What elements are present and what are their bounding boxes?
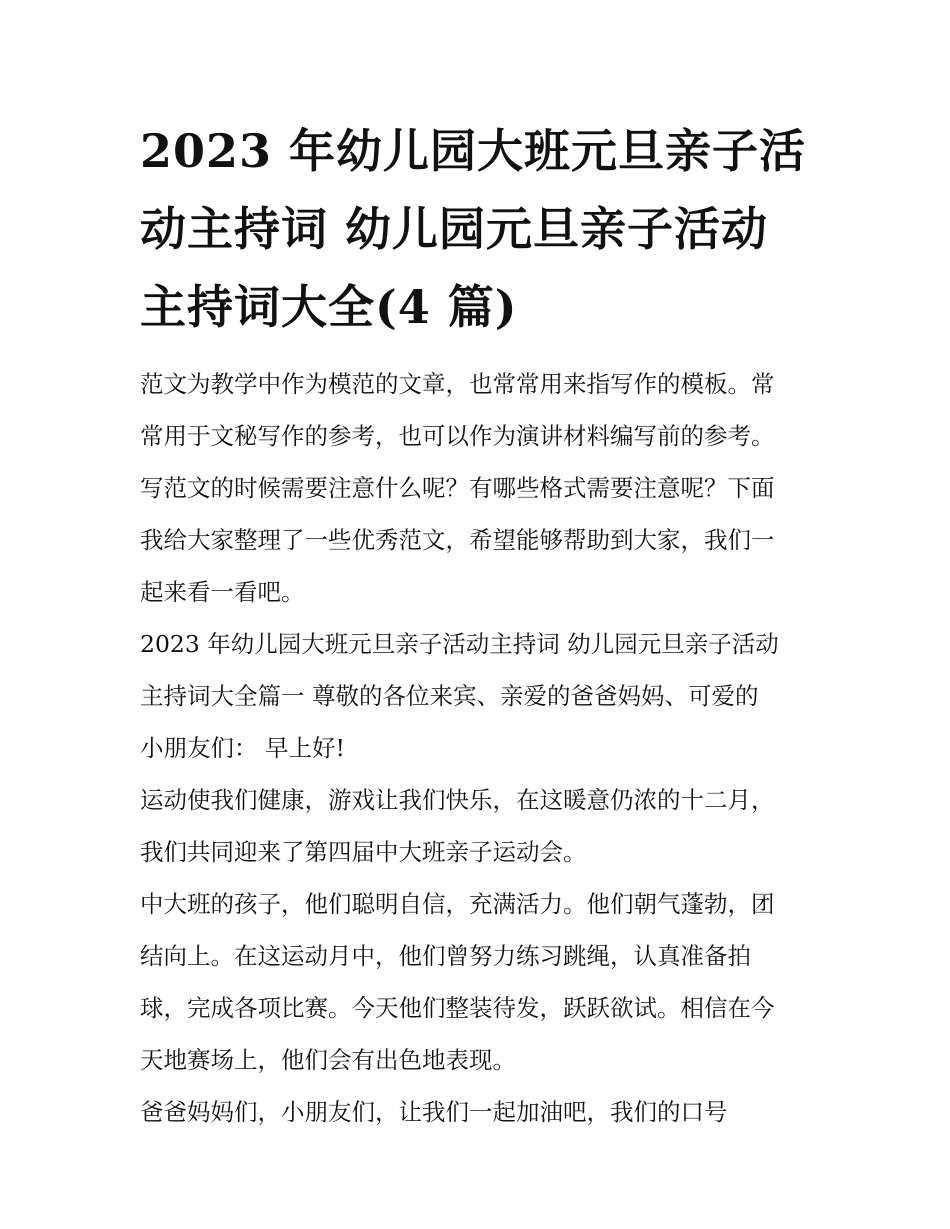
- text-line: 主持词大全篇一 尊敬的各位来宾、亲爱的爸爸妈妈、可爱的: [140, 682, 759, 710]
- text-line: 范文为教学中作为模范的文章，也常常用来指写作的模板。常: [140, 370, 775, 398]
- text-line: 常用于文秘写作的参考，也可以作为演讲材料编写前的参考。: [140, 422, 775, 450]
- text-line: 球，完成各项比赛。今天他们整装待发，跃跃欲试。相信在今: [140, 994, 775, 1022]
- text-line: 2023 年幼儿园大班元旦亲子活动主持词 幼儿园元旦亲子活动: [140, 630, 779, 658]
- text-line: 起来看一看吧。: [140, 578, 305, 606]
- paragraph-children: [140, 878, 830, 1086]
- text-line: 小朋友们： 早上好!: [140, 734, 345, 762]
- document-body: [140, 358, 830, 1138]
- text-line: 爸爸妈妈们，小朋友们，让我们一起加油吧，我们的口号: [140, 1098, 728, 1126]
- text-line: 天地赛场上，他们会有出色地表现。: [140, 1046, 516, 1074]
- title-line: 2023 年幼儿园大班元旦亲子活: [140, 124, 807, 178]
- paragraph-greeting: [140, 618, 830, 774]
- title-line: 主持词大全(4 篇): [140, 280, 518, 334]
- text-line: 写范文的时候需要注意什么呢？有哪些格式需要注意呢？下面: [140, 474, 775, 502]
- text-line: 我们共同迎来了第四届中大班亲子运动会。: [140, 838, 587, 866]
- paragraph-closing: [140, 1086, 830, 1138]
- text-line: 中大班的孩子，他们聪明自信，充满活力。他们朝气蓬勃，团: [140, 890, 775, 918]
- paragraph-intro: [140, 358, 830, 618]
- paragraph-sports: [140, 774, 830, 878]
- text-line: 我给大家整理了一些优秀范文，希望能够帮助到大家，我们一: [140, 526, 775, 554]
- title-line: 动主持词 幼儿园元旦亲子活动: [140, 202, 769, 256]
- text-line: 运动使我们健康，游戏让我们快乐，在这暖意仍浓的十二月，: [140, 786, 775, 814]
- text-line: 结向上。在这运动月中，他们曾努力练习跳绳，认真准备拍: [140, 942, 751, 970]
- document-title: [140, 112, 830, 346]
